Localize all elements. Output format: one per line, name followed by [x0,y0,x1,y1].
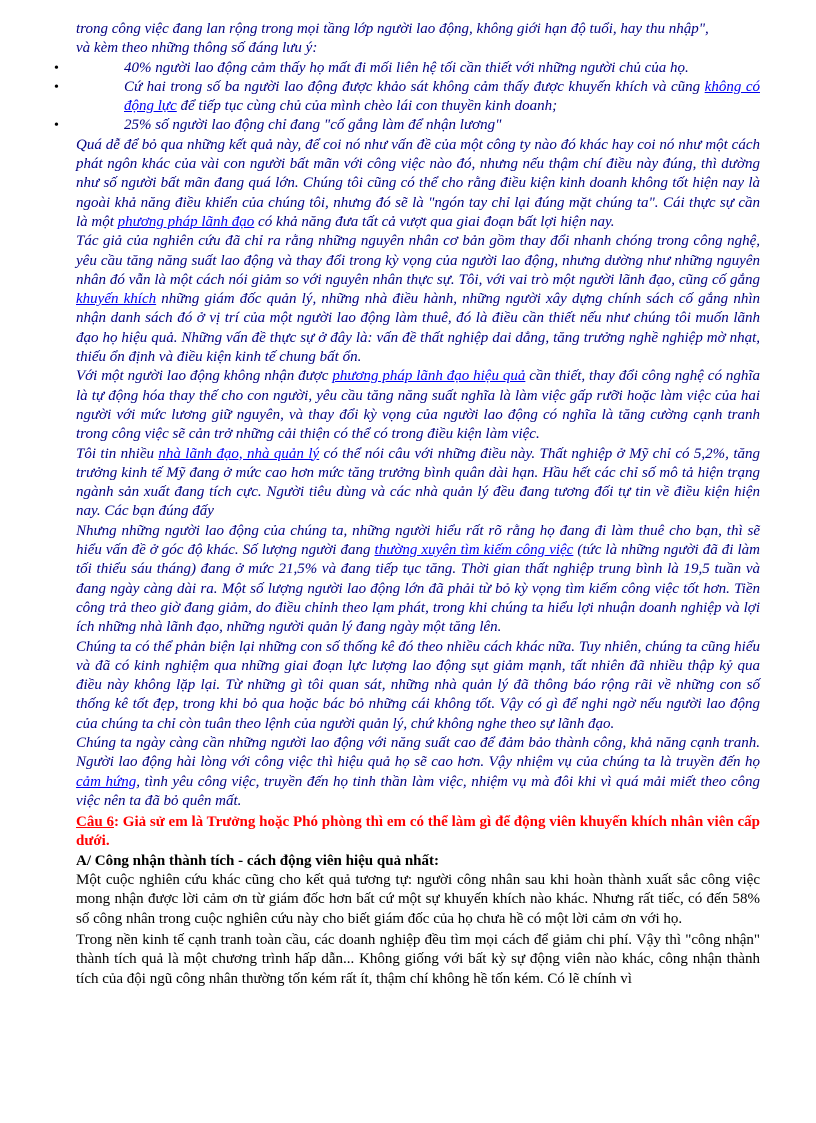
question-text: : Giả sử em là Trưởng hoặc Phó phòng thì em có thể làm gì để động viên khuyến khích nhân viên cấp dưới. [76,814,761,850]
paragraph-text: Quá dễ để bỏ qua những kết quả này, để coi nó như vấn đề của một công ty nào đó khác hay coi nó như một cách phát ngôn khác của vài con người bất mãn với công việc nào đó, nhưng nếu thậm chí điều này đúng, thì dường như số người bất mãn đang quá lớn. Chúng tôi cũng có thể cho rằng điều kiện kinh doanh không tốt hiện nay là ngoài khả năng điều khiển của chúng tôi, nhưng đó sẽ là "ngón tay chỉ lại đúng mặt chúng ta". Cái thực sự cần là một [76,136,760,230]
bullet-item-1 [76,59,760,78]
link-khuyen-khich[interactable]: khuyến khích [76,291,157,308]
question-heading [76,813,760,852]
paragraph-6 [76,638,760,734]
link-cam-hung[interactable]: cảm hứng [76,773,137,790]
paragraph-text: Với một người lao động không nhận được [76,368,333,385]
paragraph-4 [76,445,760,522]
paragraph-text: cần thiết, thay đổi công nghệ có nghĩa là tự động hóa thay thế cho con người, yêu cầu tăng năng suất nghĩa là làm việc gấp rưỡi hoặc làm việc của hai người với mức lương giữ nguyên, và thay đổi kỳ vọng của người lao động có nghĩa là tăng cường cạnh tranh trong công việc sẽ cản trở những cải thiện có thể có trong điều kiện làm việc. [76,368,760,443]
question-label: Câu 6 [76,814,114,831]
section-a-paragraph-1: Một cuộc nghiên cứu khác cũng cho kết quả tương tự: người công nhân sau khi hoàn thành xuất sắc công việc mong nhận được lời cảm ơn từ giám đốc hơn bất cứ một sự khuyến khích nào khác. Nhưng rất tiếc, có đến 58% số công nhân trong cuộc nghiên cứu này cho biết giám đốc của họ chưa hề có một lời cảm ơn với họ. [76,872,760,927]
paragraph-text: có khả năng đưa tất cả vượt qua giai đoạn bất lợi hiện nay. [254,213,615,230]
paragraph-text: , tình yêu công việc, truyền đến họ tinh thần làm việc, nhiệm vụ mà đôi khi vì quá mải miết theo công việc nên ta đã bỏ quên mất. [76,773,761,809]
paragraph-7 [76,734,760,811]
bullet-item-3 [76,116,760,135]
document-page [76,20,760,989]
bullet-text: Cứ hai trong số ba người lao động được khảo sát không cảm thấy được khuyến khích và cũng [124,78,705,95]
bullet-text: 25% số người lao động chỉ đang "cố gắng làm để nhận lương" [124,117,502,134]
paragraph-text: Chúng ta có thể phản biện lại những con số thống kê đó theo nhiều cách khác nữa. Tuy nhiên, chúng ta cũng hiểu và đã có kinh nghiệm qua những giai đoạn lực lượng lao động sụt giảm mạnh, tất nhiên đã nhiều thập kỷ qua điều này không lặp lại. Từ những gì tôi quan sát, những nhà quản lý đã thông báo rộng rãi về những con số thống kê tốt đẹp, trong khi bỏ qua hoặc bác bỏ những cái không tốt. Vậy có gì để nghi ngờ nếu người lao động của chúng ta chỉ còn tuân theo lệnh của người quản lý, chứ không nghe theo sự lãnh đạo. [76,638,760,732]
paragraph-5 [76,522,760,638]
bullet-item-2 [76,78,760,117]
paragraph-2 [76,232,760,367]
intro-line-1: trong công việc đang lan rộng trong mọi tầng lớp người lao động, không giới hạn độ tuổi, hay thu nhập", [76,21,709,37]
section-a-paragraph-2: Trong nền kinh tế cạnh tranh toàn cầu, các doanh nghiệp đều tìm mọi cách để giảm chi phí. Vậy thì "công nhận" thành tích quả là một chương trình hấp dẫn... Không giống với bất kỳ sự động viên nào khác, công nhận thành tích của đội ngũ công nhân thường tốn kém rất ít, thậm chí không hề tốn kém. Có lẽ chính vì [76,931,760,987]
paragraph-text: Nhưng những người lao động của chúng ta, những người hiểu rất rõ rằng họ đang đi làm thuê cho bạn, thì sẽ hiểu vấn đề ở góc độ khác. Số lượng người đang [76,522,760,559]
paragraph-text: có thể nói câu với những điều này. Thất nghiệp ở Mỹ chỉ có 5,2%, tăng trưởng kinh tế Mỹ đang ở mức cao hơn mức tăng trưởng bình quân dài hạn. Hầu hết các chỉ số mô tả hiện trạng ngành sản xuất đang tích cực. Người tiêu dùng và các nhà quản lý đều đang tương đối tự tin về điều kiện hiện nay. Các bạn đúng đấy [76,445,760,520]
paragraph-text: Tác giả của nghiên cứu đã chỉ ra rằng những nguyên nhân cơ bản gồm thay đổi nhanh chóng trong công nghệ, yêu cầu tăng năng suất lao động và thay đổi trong kỳ vọng của người lao động, nhưng dường như những nguyên nhân đó vẫn là một cách nói giảm so với nguyên nhân thực sự. Tôi, với vai trò một người lãnh đạo, cũng cố gắng [76,233,760,288]
paragraph-1 [76,136,760,232]
paragraph-text: những giám đốc quản lý, những nhà điều hành, những người xây dựng chính sách cố gắng nhìn nhận danh sách đó ở vị trí của một người lao động làm thuê, đó là điều cần thiết nếu như chúng tôi muốn lãnh đạo họ hiệu quả. Những vấn đề thực sự ở đây là: vấn đề thất nghiệp dai dẳng, tăng trưởng nghề nghiệp mờ nhạt, thiếu ổn định và điều kiện kinh tế chung bất ổn. [76,291,760,366]
link-thuong-xuyen-tim-kiem-cong-viec[interactable]: thường xuyên tìm kiếm công việc [374,542,574,559]
bullet-text: 40% người lao động cảm thấy họ mất đi mối liên hệ tối cần thiết với những người chủ của họ. [124,59,689,76]
paragraph-3 [76,367,760,444]
link-nha-lanh-dao-nha-quan-ly[interactable]: nhà lãnh đạo, nhà quản lý [158,445,320,462]
link-phuong-phap-lanh-dao[interactable]: phương pháp lãnh đạo [117,213,255,230]
section-a-title: A/ Công nhận thành tích - cách động viên hiệu quả nhất: [76,852,440,869]
link-khong-co-dong-luc[interactable]: không có động lực [124,78,760,115]
intro-paragraph [76,20,760,59]
bullet-text: để tiếp tục cùng chủ của mình chèo lái con thuyền kinh doanh; [176,98,558,115]
paragraph-text: Tôi tin nhiều [76,445,159,462]
link-phuong-phap-lanh-dao-hieu-qua[interactable]: phương pháp lãnh đạo hiệu quả [332,368,526,385]
paragraph-text: Chúng ta ngày càng cần những người lao động với năng suất cao để đảm bảo thành công, khả năng cạnh tranh. Người lao động hài lòng với công việc thì hiệu quả họ sẽ cao hơn. Vậy nhiệm vụ của chúng ta là truyền đến họ [76,734,760,771]
intro-line-2: và kèm theo những thông số đáng lưu ý: [76,40,318,57]
paragraph-text: (tức là những người đã đi làm tối thiểu sáu tháng) đang ở mức 21,5% và đang tiếp tục tăng. Thời gian thất nghiệp trung bình là 19,5 tuần và đang ngày càng dài ra. Một số lượng người lao động lớn đã phải từ bỏ kỳ vọng tìm kiếm công việc tốt hơn. Tiền công trả theo giờ đang giảm, do điều chỉnh theo lạm phát, trong khi chúng ta hiểu lợi nhuận doanh nghiệp và lợi ích những nhà lãnh đạo, những người quản lý đang ngày một tăng lên. [76,542,761,636]
